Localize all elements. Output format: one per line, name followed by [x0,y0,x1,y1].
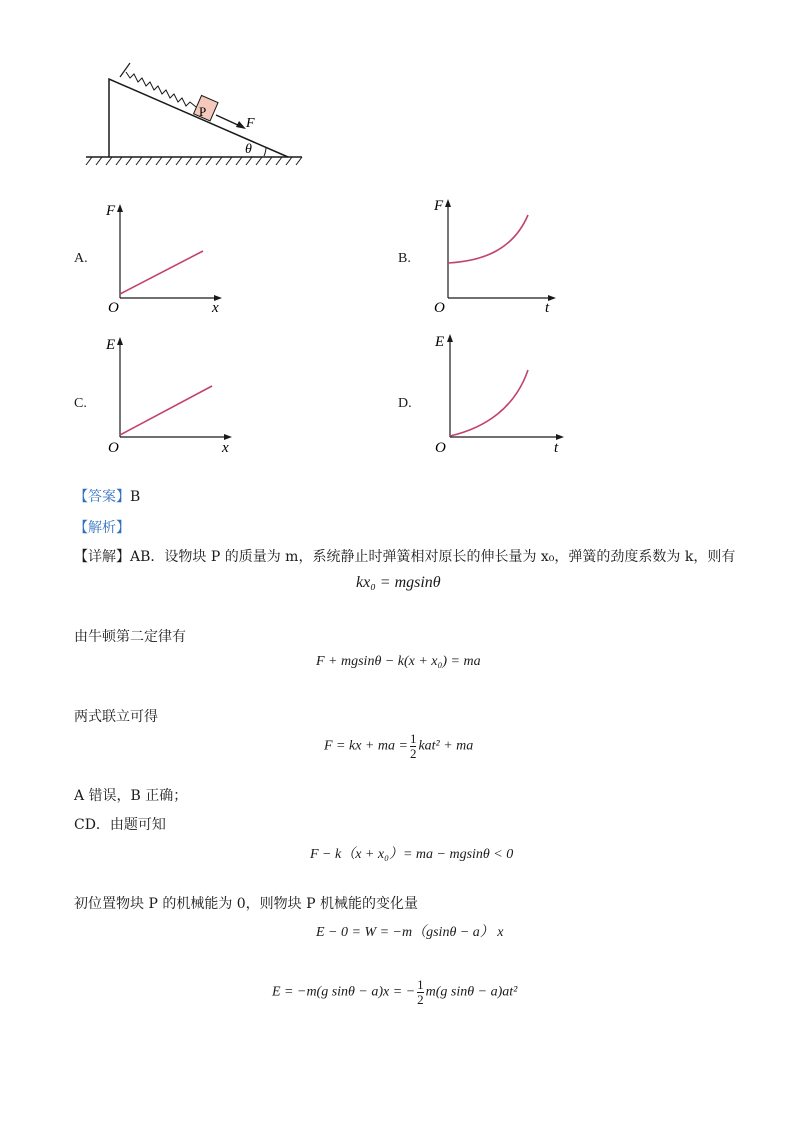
answer-value: B [130,489,141,505]
analysis-tag: 【解析】 [74,520,130,536]
eq6-left: E = −m(g sinθ − a)x = − [272,984,416,1000]
force-label: F [246,116,255,131]
ab-conclusion: A 错误，B 正确； [74,788,188,804]
graph-c-origin: O [108,440,119,456]
graph-d-x-label: t [554,440,559,455]
eq6-num: 1 [417,977,424,992]
equation-2: F + mgsinθ − k(x + x₀) = ma [316,654,481,669]
eq3-num: 1 [409,731,417,746]
block-label: P [199,104,207,119]
option-a-letter: A. [74,251,88,266]
graph-d-curve [450,370,528,436]
graph-c-y-label: E [106,337,116,353]
equation-1: kx₀ = mgsinθ [356,574,441,591]
equation-3 [324,732,473,761]
option-c-letter: C. [74,396,87,411]
detail-line [74,546,735,566]
graph-a-y-label: F [106,203,116,219]
graph-d-origin: O [435,440,446,455]
answer-line [74,486,140,506]
eq6-right: m(g sinθ − a)at² [425,984,518,1000]
angle-label: θ [245,142,252,157]
equation-4: F − k（x + x₀）= ma − mgsinθ < 0 [310,847,514,862]
graph-b-x-label: t [545,300,550,315]
graph-d [430,330,570,455]
eq3-left: F = kx + ma = [324,738,408,754]
detail-text: AB．设物块 P 的质量为 m，系统静止时弹簧相对原长的伸长量为 x₀，弹簧的劲度系数为 k，则有 [130,549,736,565]
eq6-den: 2 [417,992,424,1007]
graph-b [428,195,568,315]
energy-line: 初位置物块 P 的机械能为 0，则物块 P 机械能的变化量 [74,896,418,912]
graph-a-x-label: x [212,300,219,316]
detail-tag: 【详解】 [74,549,130,565]
eq6-fraction [417,978,424,1007]
combine-line: 两式联立可得 [74,709,158,725]
graph-c-curve [120,386,212,435]
option-d-letter: D. [398,396,412,411]
graph-b-y-label: F [434,198,444,214]
graph-b-curve [448,215,528,263]
graph-a-origin: O [108,300,119,316]
graph-a-curve [120,251,203,294]
graph-a [100,198,240,318]
graph-b-origin: O [434,300,445,315]
cd-line: CD．由题可知 [74,817,166,833]
equation-6 [272,978,517,1007]
equation-5: E − 0 = W = −m（gsinθ − a） x [316,925,504,940]
graph-d-y-label: E [435,334,445,350]
eq3-fraction [410,732,417,761]
eq3-right: kat² + ma [418,738,474,754]
newton-line: 由牛顿第二定律有 [74,629,186,645]
answer-tag: 【答案】 [74,489,130,505]
option-b-letter: B. [398,251,411,266]
eq3-den: 2 [409,746,417,761]
incline-figure [80,55,310,170]
graph-c-x-label: x [222,440,229,456]
graph-c [100,333,240,458]
